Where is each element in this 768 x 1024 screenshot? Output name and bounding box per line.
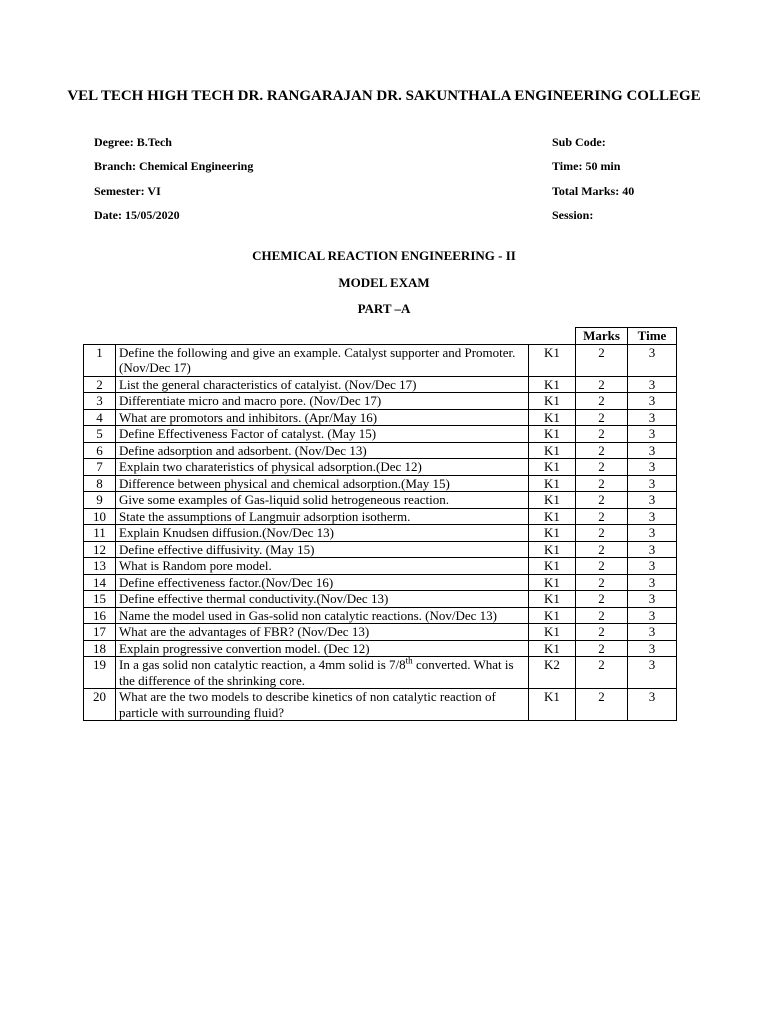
marks-value: 2: [576, 558, 628, 575]
header-blank: [116, 328, 529, 345]
marks-value: 2: [576, 409, 628, 426]
question-text: Explain two charateristics of physical adsorption.(Dec 12): [116, 459, 529, 476]
question-number: 19: [84, 657, 116, 689]
question-text: Differentiate micro and macro pore. (Nov/Dec 17): [116, 393, 529, 410]
subject-title: CHEMICAL REACTION ENGINEERING - II: [252, 248, 516, 263]
question-text-part: converted. What is the difference of the shrinking core.: [119, 657, 514, 688]
question-text-part: In a gas solid non catalytic reaction, a 4mm solid is 7/8: [119, 657, 406, 672]
table-row: [84, 624, 677, 641]
table-row: [84, 508, 677, 525]
knowledge-level: K1: [529, 393, 576, 410]
question-text-superscript: th: [405, 655, 413, 666]
table-row: [84, 426, 677, 443]
question-number: 20: [84, 689, 116, 721]
question-text: Define effectiveness factor.(Nov/Dec 16): [116, 574, 529, 591]
knowledge-level: K1: [529, 558, 576, 575]
question-number: 10: [84, 508, 116, 525]
table-row: [84, 442, 677, 459]
time-value: 3: [628, 624, 677, 641]
table-row: [84, 376, 677, 393]
marks-value: 2: [576, 525, 628, 542]
question-number: 14: [84, 574, 116, 591]
question-number: 8: [84, 475, 116, 492]
question-text: What are the advantages of FBR? (Nov/Dec 13): [116, 624, 529, 641]
question-table: [83, 327, 677, 721]
time-value: 3: [628, 344, 677, 376]
time-value: 3: [628, 525, 677, 542]
table-row: [84, 607, 677, 624]
marks-value: 2: [576, 426, 628, 443]
header-blank: [84, 328, 116, 345]
table-row: [84, 393, 677, 410]
question-number: 17: [84, 624, 116, 641]
question-number: 5: [84, 426, 116, 443]
table-row: [84, 475, 677, 492]
sub-code: Sub Code:: [552, 135, 606, 149]
marks-value: 2: [576, 442, 628, 459]
question-number: 7: [84, 459, 116, 476]
knowledge-level: K1: [529, 541, 576, 558]
knowledge-level: K1: [529, 442, 576, 459]
marks-value: 2: [576, 591, 628, 608]
question-text: Explain Knudsen diffusion.(Nov/Dec 13): [116, 525, 529, 542]
table-row: [84, 525, 677, 542]
session: Session:: [552, 208, 594, 222]
question-number: 3: [84, 393, 116, 410]
marks-value: 2: [576, 508, 628, 525]
question-text: State the assumptions of Langmuir adsorption isotherm.: [116, 508, 529, 525]
time-value: 3: [628, 393, 677, 410]
question-text: Name the model used in Gas-solid non catalytic reactions. (Nov/Dec 13): [116, 607, 529, 624]
part-title: PART –A: [357, 301, 411, 316]
question-text: Difference between physical and chemical adsorption.(May 15): [116, 475, 529, 492]
question-number: 6: [84, 442, 116, 459]
time-value: 3: [628, 376, 677, 393]
marks-value: 2: [576, 640, 628, 657]
question-text: Define Effectiveness Factor of catalyst. (May 15): [116, 426, 529, 443]
marks-value: 2: [576, 492, 628, 509]
time-value: 3: [628, 558, 677, 575]
date: Date: 15/05/2020: [94, 208, 180, 222]
time-value: 3: [628, 442, 677, 459]
time-value: 3: [628, 459, 677, 476]
knowledge-level: K1: [529, 475, 576, 492]
knowledge-level: K1: [529, 525, 576, 542]
question-text: Give some examples of Gas-liquid solid hetrogeneous reaction.: [116, 492, 529, 509]
time-value: 3: [628, 426, 677, 443]
knowledge-level: K1: [529, 344, 576, 376]
table-row: [84, 344, 677, 376]
branch: Branch: Chemical Engineering: [94, 159, 254, 173]
question-number: 16: [84, 607, 116, 624]
knowledge-level: K1: [529, 492, 576, 509]
marks-value: 2: [576, 475, 628, 492]
question-text: [116, 657, 529, 689]
time: Time: 50 min: [552, 159, 621, 173]
time-value: 3: [628, 574, 677, 591]
knowledge-level: K1: [529, 409, 576, 426]
header-blank: [529, 328, 576, 345]
time-value: 3: [628, 657, 677, 689]
time-value: 3: [628, 541, 677, 558]
knowledge-level: K2: [529, 657, 576, 689]
question-text: Explain progressive convertion model. (Dec 12): [116, 640, 529, 657]
table-row: [84, 640, 677, 657]
marks-value: 2: [576, 657, 628, 689]
marks-value: 2: [576, 607, 628, 624]
semester: Semester: VI: [94, 184, 161, 198]
degree: Degree: B.Tech: [94, 135, 172, 149]
time-value: 3: [628, 475, 677, 492]
knowledge-level: K1: [529, 459, 576, 476]
marks-value: 2: [576, 574, 628, 591]
question-text: What are the two models to describe kinetics of non catalytic reaction of particle with surrounding fluid?: [116, 689, 529, 721]
table-row: [84, 541, 677, 558]
header-marks: Marks: [576, 328, 628, 345]
question-number: 9: [84, 492, 116, 509]
time-value: 3: [628, 508, 677, 525]
question-text: Define the following and give an example. Catalyst supporter and Promoter. (Nov/Dec 17): [116, 344, 529, 376]
knowledge-level: K1: [529, 624, 576, 641]
question-number: 13: [84, 558, 116, 575]
question-text: Define effective diffusivity. (May 15): [116, 541, 529, 558]
time-value: 3: [628, 591, 677, 608]
knowledge-level: K1: [529, 640, 576, 657]
table-header-row: [84, 328, 677, 345]
table-row: [84, 409, 677, 426]
question-text: Define adsorption and adsorbent. (Nov/Dec 13): [116, 442, 529, 459]
table-row: [84, 574, 677, 591]
question-number: 2: [84, 376, 116, 393]
question-text: What are promotors and inhibitors. (Apr/May 16): [116, 409, 529, 426]
time-value: 3: [628, 409, 677, 426]
knowledge-level: K1: [529, 689, 576, 721]
marks-value: 2: [576, 689, 628, 721]
marks-value: 2: [576, 393, 628, 410]
table-row: [84, 689, 677, 721]
knowledge-level: K1: [529, 591, 576, 608]
table-row: [84, 657, 677, 689]
question-text: What is Random pore model.: [116, 558, 529, 575]
question-text: List the general characteristics of catalyist. (Nov/Dec 17): [116, 376, 529, 393]
knowledge-level: K1: [529, 508, 576, 525]
question-text: Define effective thermal conductivity.(Nov/Dec 13): [116, 591, 529, 608]
marks-value: 2: [576, 459, 628, 476]
question-number: 11: [84, 525, 116, 542]
knowledge-level: K1: [529, 607, 576, 624]
time-value: 3: [628, 640, 677, 657]
table-row: [84, 459, 677, 476]
table-row: [84, 558, 677, 575]
marks-value: 2: [576, 541, 628, 558]
table-row: [84, 591, 677, 608]
total-marks: Total Marks: 40: [552, 184, 635, 198]
marks-value: 2: [576, 344, 628, 376]
college-name: VEL TECH HIGH TECH DR. RANGARAJAN DR. SAKUNTHALA ENGINEERING COLLEGE: [67, 88, 701, 104]
exam-title: MODEL EXAM: [338, 275, 430, 290]
marks-value: 2: [576, 376, 628, 393]
time-value: 3: [628, 607, 677, 624]
question-number: 12: [84, 541, 116, 558]
knowledge-level: K1: [529, 376, 576, 393]
question-number: 18: [84, 640, 116, 657]
header-time: Time: [628, 328, 677, 345]
question-number: 15: [84, 591, 116, 608]
knowledge-level: K1: [529, 574, 576, 591]
table-row: [84, 492, 677, 509]
question-number: 1: [84, 344, 116, 376]
question-number: 4: [84, 409, 116, 426]
time-value: 3: [628, 689, 677, 721]
time-value: 3: [628, 492, 677, 509]
marks-value: 2: [576, 624, 628, 641]
knowledge-level: K1: [529, 426, 576, 443]
